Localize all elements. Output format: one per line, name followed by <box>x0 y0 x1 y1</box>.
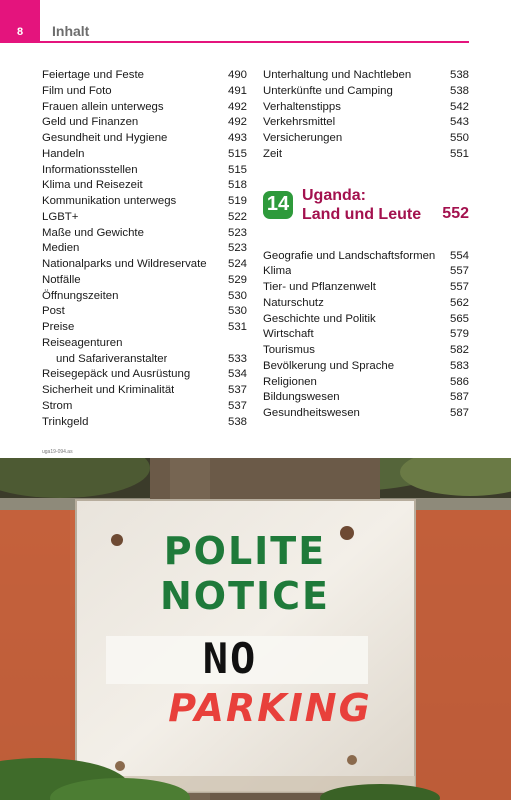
toc-entry-label: Kommunikation unterwegs <box>42 195 177 207</box>
toc-entry-page: 493 <box>227 132 247 144</box>
toc-entry-page: 492 <box>227 100 247 113</box>
toc-entry-label: Feiertage und Feste <box>42 69 144 81</box>
toc-entry[interactable] <box>42 131 247 147</box>
toc-entry-label: Gesundheit und Hygiene <box>42 132 168 144</box>
toc-entry-page: 523 <box>227 226 247 239</box>
toc-entry[interactable] <box>263 312 469 328</box>
toc-entry-page: 586 <box>449 375 469 388</box>
toc-entry[interactable] <box>263 147 469 163</box>
toc-entry-label: Tourismus <box>263 344 315 356</box>
toc-entry[interactable] <box>42 178 247 194</box>
toc-entry-page: 583 <box>449 359 469 372</box>
toc-entry-label: LGBT+ <box>42 210 79 223</box>
toc-entry-page: 543 <box>449 116 469 129</box>
toc-entry-label: Maße und Gewichte <box>42 226 144 239</box>
toc-entry-label: Gesundheitswesen <box>263 407 360 419</box>
toc-entry-label: Naturschutz <box>263 296 324 309</box>
toc-entry[interactable] <box>263 100 469 116</box>
toc-column-left <box>42 68 247 430</box>
photo-scene <box>0 458 511 800</box>
toc-entry-page: 492 <box>227 116 247 129</box>
toc-entry[interactable] <box>263 390 469 406</box>
sign-line-polite: POLITE <box>163 529 327 573</box>
toc-entry[interactable] <box>263 375 469 391</box>
toc-entry-label: Bevölkerung und Sprache <box>263 359 395 372</box>
toc-entry-label: Öffnungszeiten <box>42 289 119 302</box>
toc-entry[interactable] <box>42 241 247 257</box>
sign-line-notice: NOTICE <box>159 574 330 618</box>
toc-entry-page: 557 <box>449 265 469 278</box>
toc-entry-label: Klima und Reisezeit <box>42 179 143 192</box>
toc-entry-label: Sicherheit und Kriminalität <box>42 384 175 396</box>
toc-entry-label: Verhaltenstipps <box>263 100 341 113</box>
toc-entry-page: 538 <box>227 415 247 428</box>
toc-entry-page: 557 <box>449 281 469 293</box>
toc-column-right <box>263 68 469 422</box>
toc-entry-label: Reisegepäck und Ausrüstung <box>42 368 191 381</box>
toc-entry-page: 579 <box>449 328 469 341</box>
toc-entry[interactable] <box>42 68 247 84</box>
chapter-page-number: 552 <box>442 204 469 222</box>
toc-entry[interactable] <box>42 367 247 383</box>
toc-entry-label: Bildungswesen <box>263 391 340 404</box>
toc-entry-label: Geschichte und Politik <box>263 312 376 325</box>
page-number: 8 <box>0 0 40 43</box>
toc-entry[interactable] <box>42 289 247 305</box>
toc-entry-page: 538 <box>449 84 469 97</box>
toc-entry-label: Geografie und Landschaftsformen <box>263 249 436 262</box>
toc-entry[interactable] <box>263 264 469 280</box>
toc-entry-page: 534 <box>227 368 247 381</box>
toc-entry[interactable] <box>42 383 247 399</box>
toc-entry-label: Nationalparks und Wildreservate <box>42 258 207 270</box>
toc-entry-page: 491 <box>227 84 247 97</box>
toc-entry[interactable] <box>42 115 247 131</box>
sign-line-no: NO <box>202 634 258 683</box>
toc-entry[interactable] <box>42 194 247 210</box>
toc-entry-label: Religionen <box>263 375 317 388</box>
toc-entry-label: Zeit <box>263 147 282 160</box>
toc-entry[interactable] <box>263 359 469 375</box>
toc-list-right-top <box>263 68 469 163</box>
toc-entry[interactable] <box>42 273 247 289</box>
toc-entry[interactable] <box>263 280 469 296</box>
toc-entry[interactable] <box>263 68 469 84</box>
toc-entry-page: 515 <box>227 163 247 176</box>
toc-list-right-bottom <box>263 249 469 422</box>
toc-entry-page: 587 <box>449 407 469 419</box>
toc-entry[interactable] <box>42 210 247 226</box>
photo-credit: uga19-094.as <box>42 449 73 455</box>
toc-entry-label: Geld und Finanzen <box>42 116 139 129</box>
toc-entry-page: 537 <box>227 399 247 412</box>
toc-entry-page: 587 <box>449 391 469 404</box>
toc-entry[interactable] <box>263 296 469 312</box>
toc-entry-label: Informationsstellen <box>42 163 138 176</box>
chapter-number-badge: 14 <box>263 191 293 219</box>
toc-entry[interactable] <box>42 336 247 352</box>
toc-entry-page: 522 <box>227 210 247 223</box>
toc-entry-label: Frauen allein unterwegs <box>42 100 164 113</box>
toc-entry[interactable] <box>42 304 247 320</box>
toc-entry-label: Reiseagenturen <box>42 336 123 349</box>
header-rule <box>40 41 469 43</box>
toc-entry-page: 538 <box>449 69 469 81</box>
toc-entry-label: Wirtschaft <box>263 328 314 341</box>
toc-entry-label: Strom <box>42 399 73 412</box>
toc-entry-label: Versicherungen <box>263 132 343 144</box>
sign-line-parking: PARKING <box>168 686 372 730</box>
chapter-title: Uganda: Land und Leute <box>302 186 422 223</box>
toc-entry-label: Notfälle <box>42 273 81 286</box>
toc-entry-page: 518 <box>227 179 247 192</box>
toc-entry[interactable] <box>263 406 469 422</box>
toc-entry-page: 515 <box>227 147 247 160</box>
toc-entry-page: 530 <box>227 289 247 302</box>
toc-entry[interactable] <box>42 399 247 415</box>
toc-entry[interactable] <box>42 226 247 242</box>
toc-entry-label: Medien <box>42 242 80 255</box>
toc-entry-page: 519 <box>227 195 247 207</box>
toc-entry[interactable] <box>42 163 247 179</box>
toc-entry-label: und Safariveranstalter <box>56 352 168 365</box>
toc-entry[interactable] <box>263 343 469 359</box>
toc-entry-page: 529 <box>227 273 247 286</box>
toc-entry-label: Tier- und Pflanzenwelt <box>263 281 376 293</box>
toc-entry-label: Post <box>42 305 65 318</box>
photo-no-parking-sign <box>0 458 511 800</box>
toc-entry[interactable] <box>42 257 247 273</box>
toc-entry-page: 562 <box>449 296 469 309</box>
toc-entry-page: 582 <box>449 344 469 356</box>
toc-entry[interactable] <box>42 352 247 368</box>
toc-entry-label: Film und Foto <box>42 84 112 97</box>
toc-entry-label: Unterkünfte und Camping <box>263 84 393 97</box>
toc-entry-label: Verkehrsmittel <box>263 116 336 129</box>
toc-entry[interactable] <box>263 84 469 100</box>
toc-entry[interactable] <box>263 249 469 265</box>
toc-entry[interactable] <box>42 415 247 431</box>
toc-entry[interactable] <box>42 147 247 163</box>
chapter-heading[interactable] <box>263 163 469 249</box>
toc-entry-label: Handeln <box>42 147 85 160</box>
toc-entry-label: Trinkgeld <box>42 415 89 428</box>
toc-entry-page: 531 <box>227 321 247 333</box>
toc-entry-page: 523 <box>227 242 247 255</box>
toc-entry[interactable] <box>263 115 469 131</box>
toc-entry-label: Preise <box>42 321 75 333</box>
toc-entry-label: Unterhaltung und Nachtleben <box>263 69 412 81</box>
toc-entry-page: 554 <box>449 249 469 262</box>
toc-entry-page: 530 <box>227 305 247 318</box>
toc-entry-page: 550 <box>449 132 469 144</box>
toc-entry[interactable] <box>42 320 247 336</box>
toc-entry[interactable] <box>42 84 247 100</box>
toc-entry-page: 537 <box>227 384 247 396</box>
toc-entry[interactable] <box>263 131 469 147</box>
toc-entry-page: 533 <box>227 352 247 365</box>
toc-entry-page: 542 <box>449 100 469 113</box>
toc-entry-page: 524 <box>227 258 247 270</box>
toc-entry-page: 551 <box>449 147 469 160</box>
toc-entry[interactable] <box>263 327 469 343</box>
toc-entry[interactable] <box>42 100 247 116</box>
running-header-title: Inhalt <box>52 23 90 39</box>
toc-entry-label: Klima <box>263 265 292 278</box>
toc-entry-page: 565 <box>449 312 469 325</box>
toc-entry-page: 490 <box>227 69 247 81</box>
